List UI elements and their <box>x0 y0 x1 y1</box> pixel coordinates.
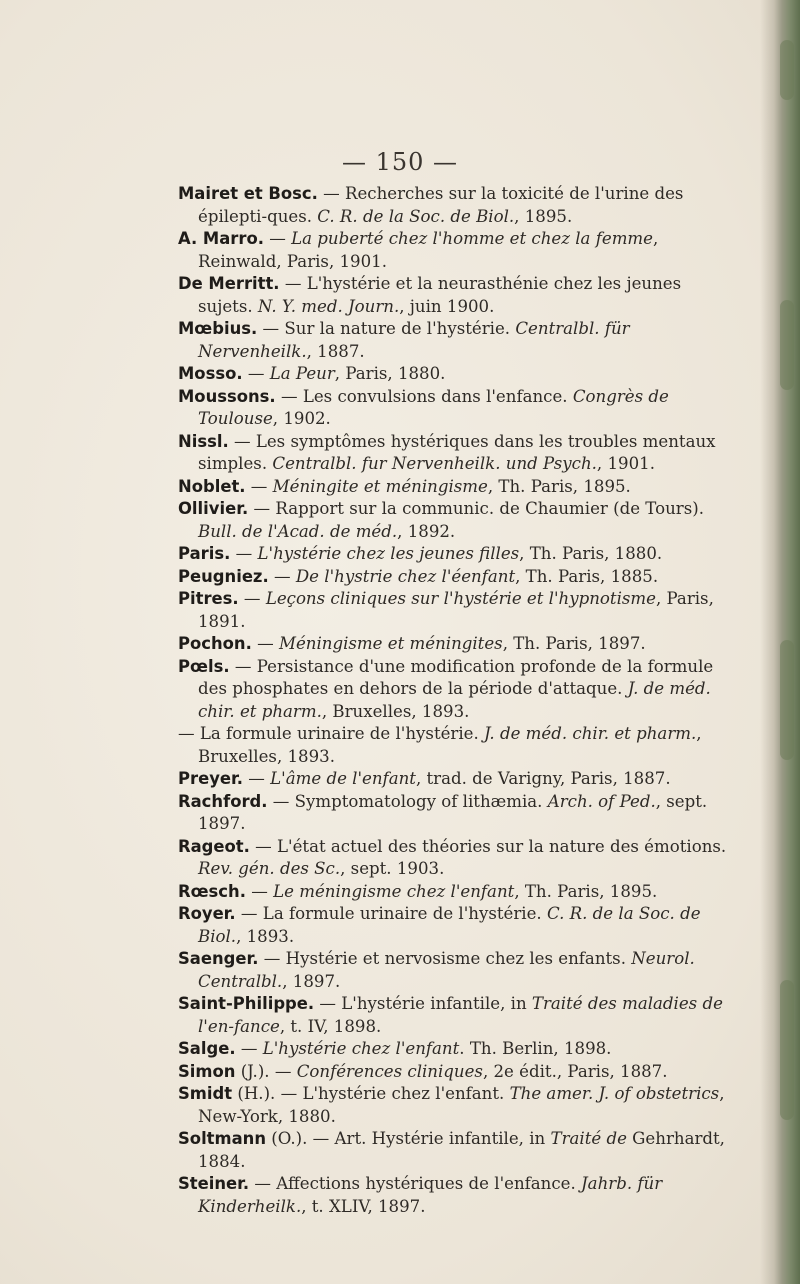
entry-source-title: C. R. de la Soc. de Biol. <box>317 206 515 226</box>
entry-text: — <box>230 544 258 563</box>
bibliography-entry <box>178 363 738 386</box>
entry-publication-details: , New-York, 1880. <box>198 1084 725 1126</box>
entry-author: Rageot. <box>178 836 250 856</box>
entry-author: Mairet et Bosc. <box>178 184 318 203</box>
entry-text: — Les symptômes hystériques dans les troubles mentaux simples. <box>198 431 716 473</box>
entry-source-title: Jahrb. für Kinderheilk. <box>198 1174 663 1216</box>
entry-source-title: Neurol. Centralbl. <box>198 949 695 991</box>
entry-text: — Hystérie et nervosisme chez les enfants. <box>258 949 632 968</box>
entry-text: — Affections hystériques de l'enfance. <box>249 1174 582 1193</box>
entry-source-title: C. R. de la Soc. de Biol. <box>198 904 701 946</box>
entry-author: Pœls. <box>178 656 230 676</box>
bibliography-entry <box>178 993 738 1038</box>
entry-source-title: Arch. of Ped. <box>547 791 656 811</box>
entry-text: — <box>235 1039 263 1058</box>
entry-publication-details: , 1902. <box>272 409 331 428</box>
bibliography-entry <box>178 431 738 476</box>
entry-source-title: L'hystérie chez l'enfant <box>262 1039 460 1058</box>
edge-stain <box>780 300 794 390</box>
entry-author: Nissl. <box>178 431 229 451</box>
entry-author: Noblet. <box>178 476 246 496</box>
entry-source-title: La puberté chez l'homme et chez la femme <box>291 229 653 248</box>
bibliography-list <box>178 183 738 1218</box>
page-number: — 150 — <box>341 148 459 176</box>
entry-text: — La formule urinaire de l'hystérie. <box>235 904 547 923</box>
entry-publication-details: , 1895. <box>514 206 573 226</box>
entry-text: — <box>251 634 279 653</box>
entry-source-title: La Peur <box>269 364 335 383</box>
entry-author: Smidt <box>178 1084 233 1103</box>
bibliography-entry <box>178 1083 738 1128</box>
bibliography-entry <box>178 903 738 948</box>
entry-text: — <box>243 769 271 788</box>
entry-text: (J.). — <box>235 1061 297 1081</box>
entry-author: Ollivier. <box>178 499 249 518</box>
entry-author: Rœsch. <box>178 881 246 901</box>
entry-author: Royer. <box>178 904 236 923</box>
entry-publication-details: . Th. Berlin, 1898. <box>459 1039 612 1058</box>
entry-publication-details: , 1897. <box>282 971 341 991</box>
edge-stain <box>780 640 794 760</box>
entry-text: — <box>263 229 292 248</box>
bibliography-entry <box>178 498 738 543</box>
entry-publication-details: , Th. Paris, 1895. <box>487 476 631 496</box>
entry-author: Salge. <box>178 1039 236 1058</box>
edge-stain <box>780 980 794 1120</box>
entry-text: — Les convulsions dans l'enfance. <box>275 386 573 406</box>
bibliography-entry <box>178 228 738 273</box>
entry-text: (H.). — L'hystérie chez l'enfant. <box>232 1084 510 1103</box>
entry-publication-details: , sept. 1903. <box>340 859 445 878</box>
entry-publication-details: , Bruxelles, 1893. <box>321 701 470 721</box>
entry-publication-details: , Reinwald, Paris, 1901. <box>198 229 659 271</box>
entry-publication-details: , 1887. <box>306 341 365 361</box>
entry-source-title: Centralbl. fur Nervenheilk. und Psych. <box>272 454 597 473</box>
bibliography-entry <box>178 566 738 589</box>
entry-source-title: J. de méd. chir. et pharm. <box>484 724 697 743</box>
bibliography-entry <box>178 1038 738 1061</box>
entry-source-title: Méningite et méningisme <box>272 476 488 496</box>
bibliography-entry <box>178 1061 738 1084</box>
entry-source-title: N. Y. med. Journ. <box>257 296 400 316</box>
bibliography-entry <box>178 836 738 881</box>
entry-author: Mœbius. <box>178 319 258 338</box>
entry-publication-details: , juin 1900. <box>399 296 495 316</box>
bibliography-entry <box>178 318 738 363</box>
entry-author: Saenger. <box>178 949 259 968</box>
entry-source-title: Leçons cliniques sur l'hystérie et l'hypnotisme <box>265 589 656 608</box>
entry-author: De Merritt. <box>178 274 280 293</box>
entry-author: Simon <box>178 1061 236 1081</box>
entry-source-title: Rev. gén. des Sc. <box>198 859 341 878</box>
bibliography-entry <box>178 791 738 836</box>
page-edge-shadow <box>760 0 800 1284</box>
entry-text: — Recherches sur la toxicité de l'urine des épilepti-ques. <box>198 184 684 226</box>
edge-stain <box>780 40 794 100</box>
entry-source-title: Congrès de Toulouse <box>198 386 669 428</box>
entry-source-title: Conférences cliniques <box>296 1061 483 1081</box>
bibliography-entry <box>178 588 738 633</box>
entry-author: Peugniez. <box>178 566 269 586</box>
entry-text: — Sur la nature de l'hystérie. <box>257 319 516 338</box>
entry-text: — <box>268 566 296 586</box>
entry-text: — Rapport sur la communic. de Chaumier (de Tours). <box>248 499 704 518</box>
entry-source-title: L'âme de l'enfant <box>270 769 416 788</box>
entry-text: — Symptomatology of lithæmia. <box>267 791 548 811</box>
bibliography-entry <box>178 1128 738 1173</box>
entry-text: — L'hystérie et la neurasthénie chez les jeunes sujets. <box>198 274 682 316</box>
entry-publication-details: , t. XLIV, 1897. <box>301 1196 426 1216</box>
entry-publication-details: , Bruxelles, 1893. <box>198 724 702 766</box>
bibliography-entry <box>178 386 738 431</box>
entry-source-title: Le méningisme chez l'enfant <box>273 881 515 901</box>
entry-source-title: Méningisme et méningites <box>278 634 503 653</box>
entry-author: Mosso. <box>178 364 243 383</box>
entry-publication-details: , Paris, 1891. <box>198 589 714 631</box>
bibliography-entry <box>178 273 738 318</box>
entry-text: — <box>245 881 274 901</box>
entry-text: — La formule urinaire de l'hystérie. <box>178 724 485 743</box>
entry-text: — L'état actuel des théories sur la nature des émotions. <box>249 836 727 856</box>
bibliography-entry <box>178 633 738 656</box>
entry-text: — <box>245 476 273 496</box>
bibliography-entry <box>178 881 738 904</box>
entry-author: Saint-Philippe. <box>178 994 315 1013</box>
entry-source-title: Centralbl. für Nervenheilk. <box>198 319 630 361</box>
entry-author: Moussons. <box>178 386 276 406</box>
entry-publication-details: , Th. Paris, 1885. <box>515 566 659 586</box>
entry-source-title: Traité de <box>550 1129 627 1148</box>
entry-publication-details: , t. IV, 1898. <box>279 1016 382 1036</box>
bibliography-entry <box>178 768 738 791</box>
entry-source-title: The amer. J. of obstetrics <box>509 1084 720 1103</box>
entry-publication-details: , Th. Paris, 1880. <box>519 544 663 563</box>
entry-author: Paris. <box>178 544 231 563</box>
entry-source-title: L'hystérie chez les jeunes filles <box>257 544 520 563</box>
entry-text: — <box>242 364 270 383</box>
entry-author: Pitres. <box>178 589 239 608</box>
entry-text: — <box>238 589 266 608</box>
entry-author: Soltmann <box>178 1129 266 1148</box>
entry-publication-details: , 1901. <box>596 454 655 473</box>
bibliography-entry <box>178 723 738 768</box>
bibliography-entry <box>178 183 738 228</box>
bibliography-entry <box>178 543 738 566</box>
entry-author: Pochon. <box>178 634 252 653</box>
entry-publication-details: , 2e édit., Paris, 1887. <box>482 1061 668 1081</box>
entry-text: — Persistance d'une modification profonde de la formule des phosphates en dehors de la période d'attaque. <box>198 656 714 698</box>
entry-publication-details: , 1892. <box>397 521 456 541</box>
entry-publication-details: , 1893. <box>236 926 295 946</box>
entry-author: Steiner. <box>178 1174 250 1193</box>
entry-source-title: Traité des maladies de l'en-fance <box>198 994 723 1036</box>
entry-source-title: J. de méd. chir. et pharm. <box>198 679 711 721</box>
entry-text: — L'hystérie infantile, in <box>314 994 532 1013</box>
entry-publication-details: , trad. de Varigny, Paris, 1887. <box>415 769 671 788</box>
bibliography-entry <box>178 948 738 993</box>
bibliography-entry <box>178 656 738 724</box>
entry-publication-details: Gehrhardt, 1884. <box>198 1129 725 1171</box>
entry-author: Rachford. <box>178 791 268 811</box>
entry-author: A. Marro. <box>178 229 264 248</box>
entry-source-title: De l'hystrie chez l'éenfant <box>295 566 516 586</box>
entry-text: (O.). — Art. Hystérie infantile, in <box>266 1129 551 1148</box>
entry-publication-details: , Th. Paris, 1897. <box>502 634 646 653</box>
entry-source-title: Bull. de l'Acad. de méd. <box>198 521 398 541</box>
entry-publication-details: , sept. 1897. <box>198 791 708 833</box>
bibliography-entry <box>178 476 738 499</box>
entry-publication-details: , Paris, 1880. <box>334 364 446 383</box>
entry-publication-details: , Th. Paris, 1895. <box>514 881 658 901</box>
bibliography-entry <box>178 1173 738 1218</box>
entry-author: Preyer. <box>178 769 243 788</box>
